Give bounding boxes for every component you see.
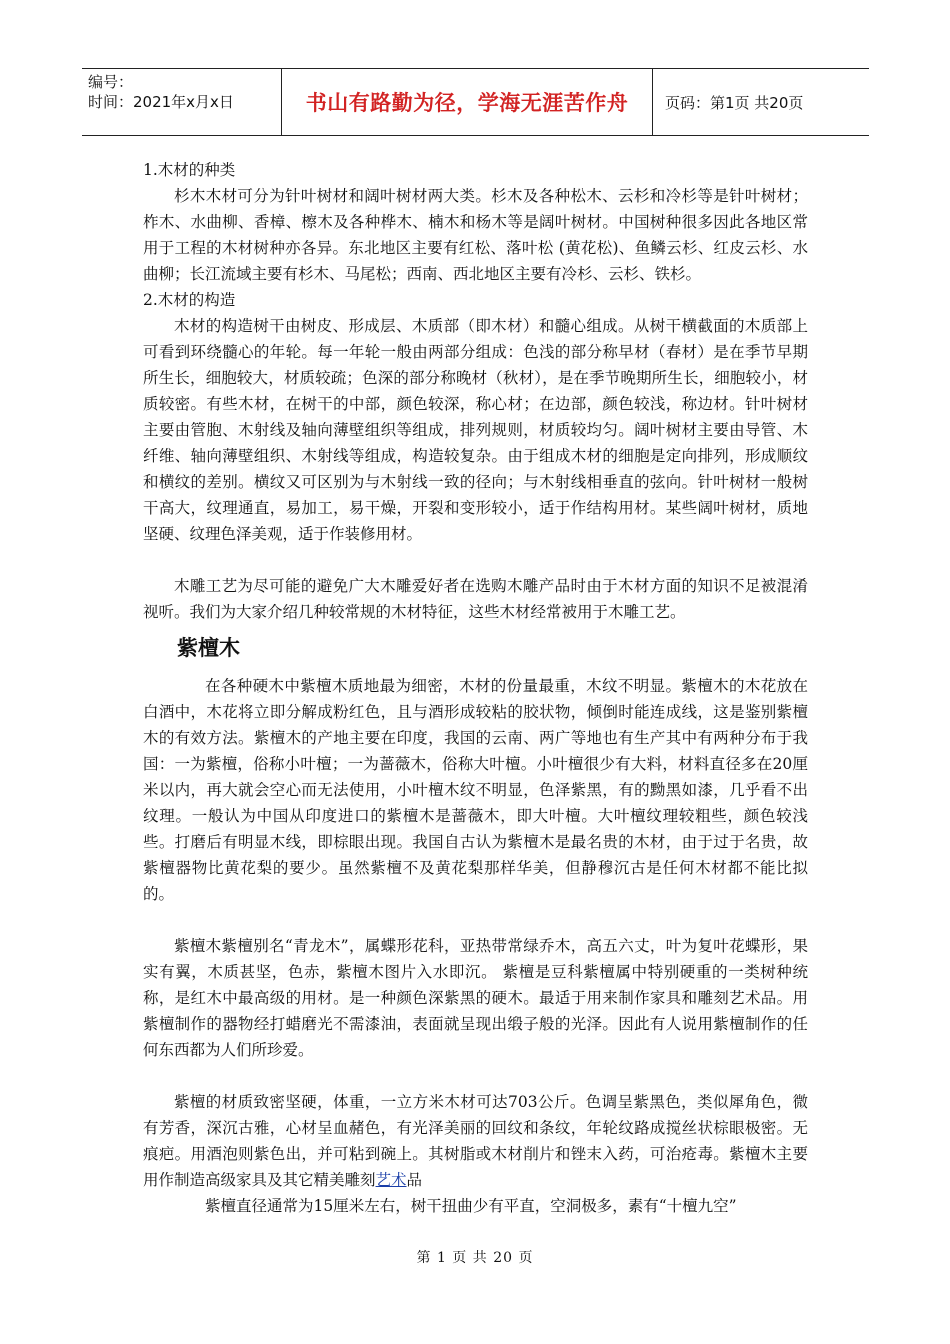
paragraph-zitan-3-end: 品 [406,1171,423,1189]
paragraph-zitan-3 [143,1089,808,1193]
page-header [82,68,869,136]
doc-number-label: 编号： [88,73,134,91]
paragraph-wood-structure: 木材的构造树干由树皮、形成层、木质部（即木材）和髓心组成。从树干横截面的木质部上可看到环绕髓心的年轮。每一年轮一般由两部分组成：色浅的部分称早材（春材）是在季节早期所生长，细胞较大，材质较疏；色深的部分称晚材（秋材），是在季节晚期所生长，细胞较小，材质较密。有些木材，在树干的中部，颜色较深，称心材；在边部，颜色较浅，称边材。针叶树材主要由管胞、木射线及轴向薄壁组织等组成，排列规则，材质较均匀。阔叶树材主要由导管、木纤维、轴向薄壁组织、木射线等组成，构造较复杂。由于组成木材的细胞是定向排列，形成顺纹和横纹的差别。横纹又可区别为与木射线一致的径向；与木射线相垂直的弦向。针叶树材一般树干高大，纹理通直，易加工，易干燥，开裂和变形较小，适于作结构用材。某些阔叶树材，质地坚硬、纹理色泽美观，适于作装修用材。 [143,317,808,543]
header-page-code: 页码：第1页 共20页 [665,93,804,112]
link-art[interactable]: 艺术 [375,1171,407,1189]
document-body [143,157,808,1219]
section-title-wood-types: 1.木材的种类 [143,161,236,179]
paragraph-zitan-4: 紫檀直径通常为15厘米左右，树干扭曲少有平直，空洞极多，素有“十檀九空” [205,1197,737,1215]
section-title-wood-structure: 2.木材的构造 [143,291,236,309]
page-footer: 第 1 页 共 20 页 [416,1250,534,1266]
paragraph-intro: 木雕工艺为尽可能的避免广大木雕爱好者在选购木雕产品时由于木材方面的知识不足被混淆视听。我们为大家介绍几种较常规的木材特征，这些木材经常被用于木雕工艺。 [143,577,808,621]
paragraph-zitan-3-text: 紫檀的材质致密坚硬，体重，一立方米木材可达703公斤。色调呈紫黑色，类似犀角色，微有芳香，深沉古雅，心材呈血赭色，有光泽美丽的回纹和条纹，年轮纹路成搅丝状棕眼极密。无痕疤。用酒泡则紫色出，并可粘到碗上。其树脂或木材削片和锉末入药，可治疮毒。紫檀木主要用作制造高级家具及其它精美雕刻 [143,1093,808,1189]
header-meta [82,69,282,135]
paragraph-zitan-2: 紫檀木紫檀别名“青龙木”，属蝶形花科，亚热带常绿乔木，高五六丈，叶为复叶花蝶形，果实有翼，木质甚坚，色赤，紫檀木图片入水即沉。 紫檀是豆科紫檀属中特别硬重的一类树种统称，是红木中最高级的用材。是一种颜色深紫黑的硬木。最适于用来制作家具和雕刻艺术品。用紫檀制作的器物经打蜡磨光不需漆油，表面就呈现出缎子般的光泽。因此有人说用紫檀制作的任何东西都为人们所珍爱。 [143,937,808,1059]
paragraph-zitan-1: 在各种硬木中紫檀木质地最为细密，木材的份量最重，木纹不明显。紫檀木的木花放在白酒中，木花将立即分解成粉红色，且与酒形成较粘的胶状物，倾倒时能连成线，这是鉴别紫檀木的有效方法。紫檀木的产地主要在印度，我国的云南、两广等地也有生产其中有两种分布于我国：一为紫檀，俗称小叶檀；一为蔷薇木，俗称大叶檀。小叶檀很少有大料，材料直径多在20厘米以内，再大就会空心而无法使用，小叶檀木纹不明显，色泽紫黑，有的黝黑如漆，几乎看不出纹理。一般认为中国从印度进口的紫檀木是蔷薇木，即大叶檀。大叶檀纹理较粗些，颜色较浅些。打磨后有明显木线，即棕眼出现。我国自古认为紫檀木是最名贵的木材，由于过于名贵，故紫檀器物比黄花梨的要少。虽然紫檀不及黄花梨那样华美，但静穆沉古是任何木材都不能比拟的。 [143,677,808,903]
doc-time-label: 时间：2021年x月x日 [88,93,234,111]
header-motto: 书山有路勤为径，学海无涯苦作舟 [282,69,653,135]
paragraph-wood-types: 杉木木材可分为针叶树材和阔叶树材两大类。杉木及各种松木、云杉和冷杉等是针叶树材；柞木、水曲柳、香樟、檫木及各种桦木、楠木和杨木等是阔叶树材。中国树种很多因此各地区常用于工程的木材树种亦各异。东北地区主要有红松、落叶松 (黄花松)、鱼鳞云杉、红皮云杉、水曲柳；长江流域主要有杉木、马尾松；西南、西北地区主要有冷杉、云杉、铁杉。 [143,187,808,283]
heading-zitan: 紫檀木 [177,636,240,660]
